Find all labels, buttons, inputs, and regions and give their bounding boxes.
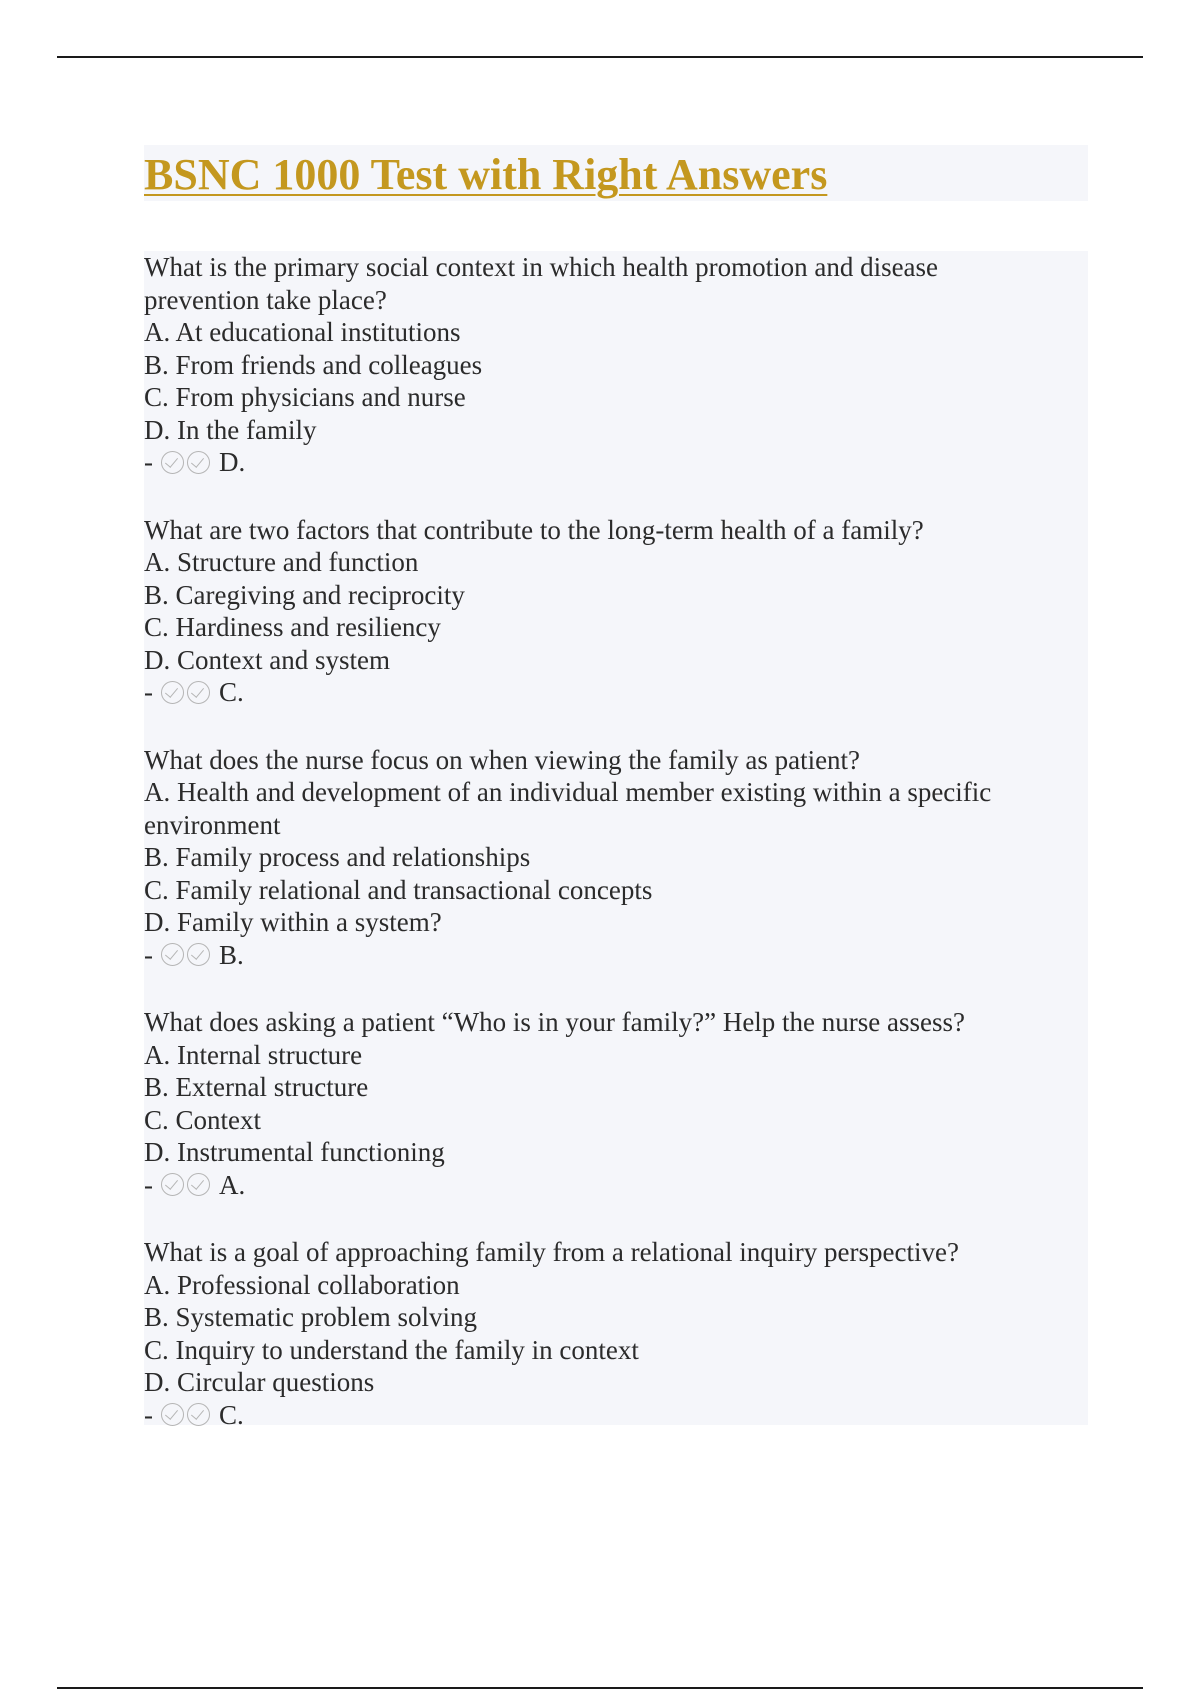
question-item — [144, 1236, 1088, 1431]
option-a: A. At educational institutions — [144, 317, 461, 347]
option-c: C. From physicians and nurse — [144, 382, 466, 412]
question-stem: What does the nurse focus on when viewing the family as patient? — [144, 744, 861, 775]
option-c: C. Context — [144, 1104, 262, 1135]
question-item — [144, 514, 1088, 709]
option-b: B. Family process and relationships — [144, 842, 531, 872]
answer-line — [144, 1169, 1088, 1202]
option-b: B. Systematic problem solving — [144, 1302, 477, 1332]
option-a: A. Professional collaboration — [144, 1269, 460, 1300]
option-c: C. Hardiness and resiliency — [144, 612, 441, 642]
option-d: D. Instrumental functioning — [144, 1137, 445, 1167]
answer-prefix: - — [144, 677, 153, 707]
document-title: BSNC 1000 Test with Right Answers — [144, 150, 828, 199]
answer-line — [144, 676, 1088, 709]
header-rule — [57, 56, 1143, 58]
answer-value: A. — [219, 1169, 246, 1200]
option-d: D. Family within a system? — [144, 907, 442, 937]
answer-line — [144, 939, 1088, 972]
question-list — [144, 251, 1088, 1430]
double-check-circle-icon — [161, 681, 213, 704]
title-panel — [144, 145, 1088, 201]
answer-value: C. — [219, 677, 244, 707]
footer-rule — [57, 1687, 1143, 1689]
question-item — [144, 1006, 1088, 1201]
option-b: B. Caregiving and reciprocity — [144, 579, 465, 610]
question-stem: What is the primary social context in which health promotion and disease prevention take place? — [144, 252, 939, 315]
double-check-circle-icon — [161, 943, 213, 966]
double-check-circle-icon — [161, 1403, 213, 1426]
option-a: A. Internal structure — [144, 1039, 363, 1070]
question-stem: What are two factors that contribute to the long-term health of a family? — [144, 514, 924, 545]
option-d: D. Circular questions — [144, 1367, 375, 1397]
option-b: B. External structure — [144, 1072, 369, 1102]
answer-prefix: - — [144, 1169, 153, 1200]
answer-line — [144, 446, 1088, 479]
answer-prefix: - — [144, 939, 153, 970]
double-check-circle-icon — [161, 451, 213, 474]
answer-value: B. — [219, 939, 244, 970]
option-d: D. In the family — [144, 414, 317, 445]
option-a: A. Structure and function — [144, 547, 419, 577]
answer-value: D. — [219, 447, 246, 477]
option-c: C. Inquiry to understand the family in context — [144, 1334, 639, 1365]
question-stem: What does asking a patient “Who is in your family?” Help the nurse assess? — [144, 1007, 966, 1037]
answer-prefix: - — [144, 1399, 153, 1430]
option-b: B. From friends and colleagues — [144, 349, 483, 380]
option-c: C. Family relational and transactional concepts — [144, 874, 653, 905]
double-check-circle-icon — [161, 1173, 213, 1196]
answer-prefix: - — [144, 447, 153, 477]
option-a: A. Health and development of an individual member existing within a specific environment — [144, 777, 992, 840]
answer-value: C. — [219, 1399, 244, 1430]
question-stem: What is a goal of approaching family from a relational inquiry perspective? — [144, 1237, 959, 1267]
question-item — [144, 744, 1088, 972]
answer-line — [144, 1399, 1088, 1432]
question-item — [144, 251, 1088, 479]
option-d: D. Context and system — [144, 644, 390, 675]
